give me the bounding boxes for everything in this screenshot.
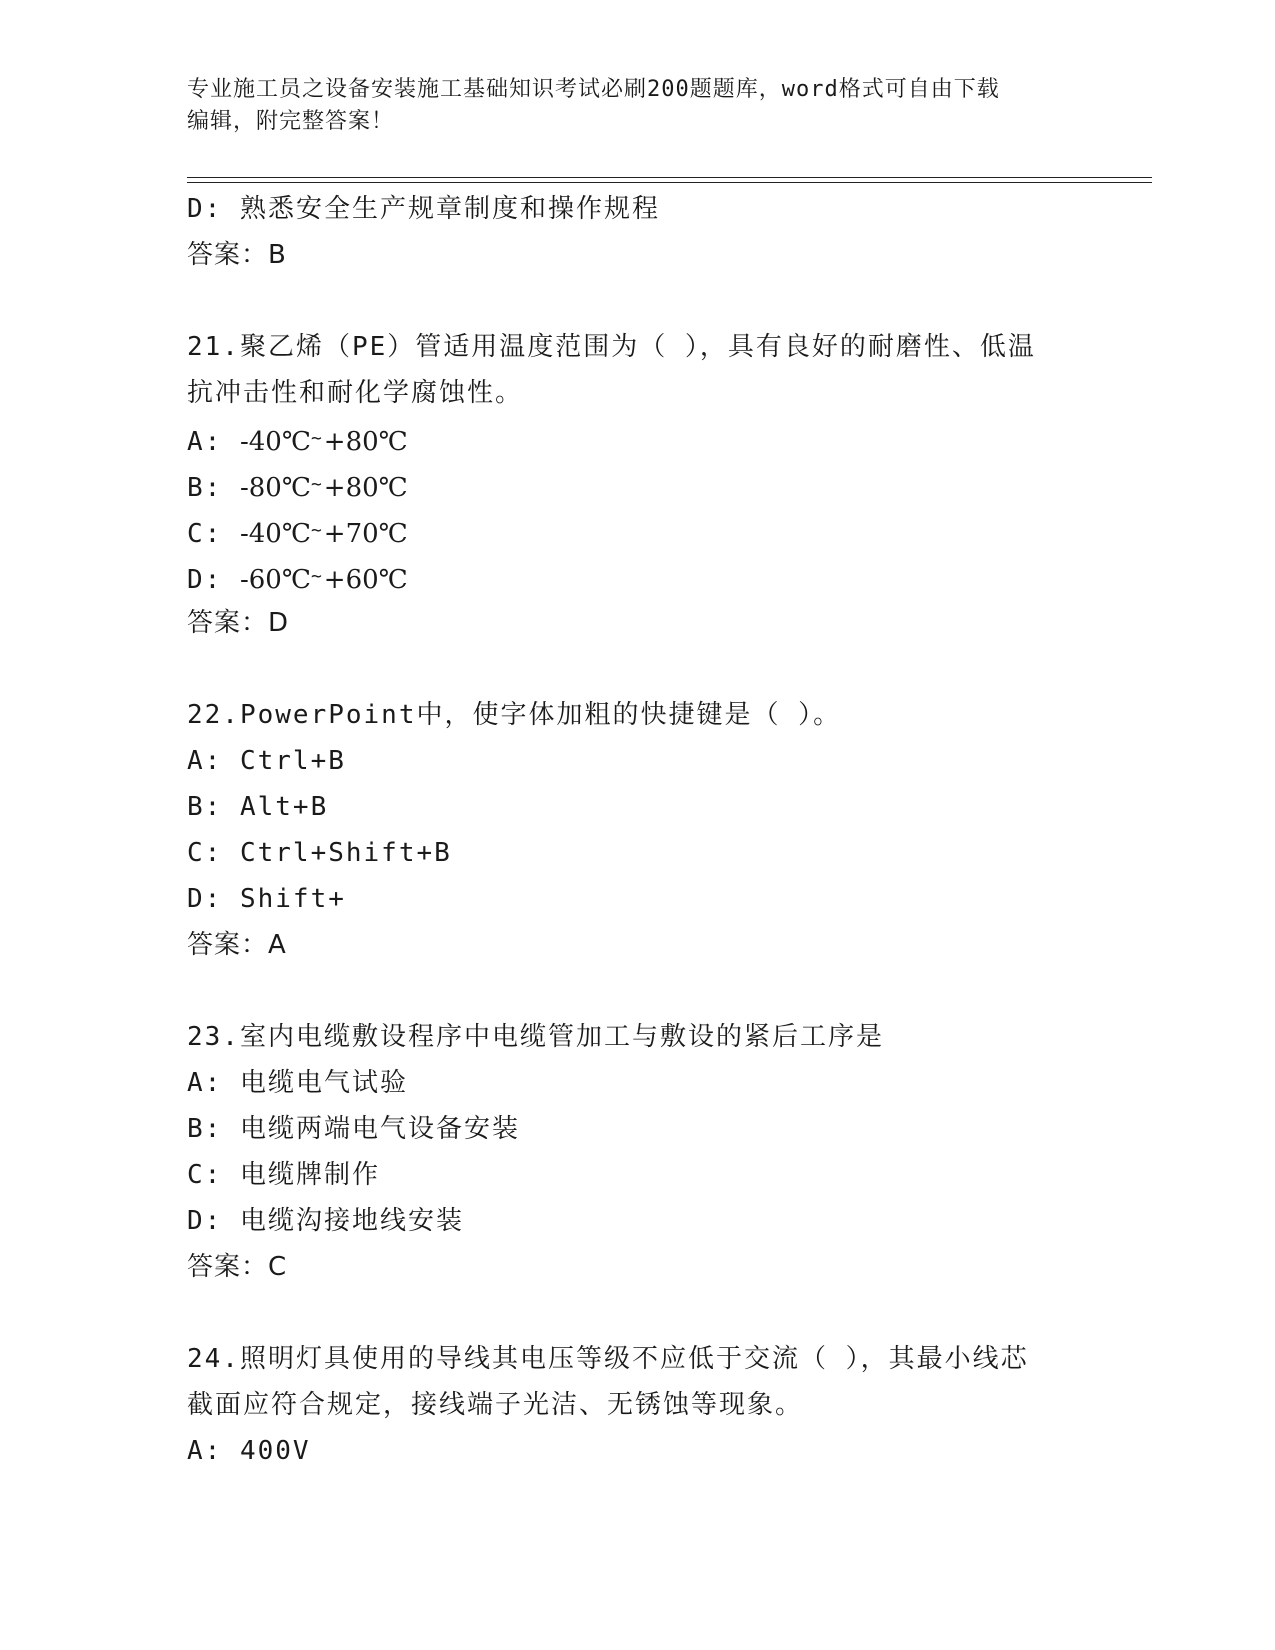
question-23-text xyxy=(187,1014,1067,1060)
question-23-option-b: B: 电缆两端电气设备安装 xyxy=(187,1114,520,1144)
question-21-option-b xyxy=(187,462,1087,508)
option-temp-low: -40℃ xyxy=(239,427,311,457)
question-22-text-line-1: 22.PowerPoint中，使字体加粗的快捷键是（ ）。 xyxy=(187,700,842,730)
question-23-answer: 答案：C xyxy=(187,1252,288,1282)
question-23-option-d: D: 电缆沟接地线安装 xyxy=(187,1206,464,1236)
range-tilde: ~ xyxy=(310,566,324,587)
prev-answer: 答案：B xyxy=(187,240,287,270)
option-temp-low: -60℃ xyxy=(239,565,311,595)
question-21-text-line-2: 抗冲击性和耐化学腐蚀性。 xyxy=(187,378,524,408)
question-22-option-b: B: Alt+B xyxy=(187,792,329,822)
option-temp-low: -40℃ xyxy=(239,519,311,549)
question-23-option-c: C: 电缆牌制作 xyxy=(187,1160,380,1190)
question-22-option-c: C: Ctrl+Shift+B xyxy=(187,838,452,868)
question-24-text-line-2: 截面应符合规定，接线端子光洁、无锈蚀等现象。 xyxy=(187,1390,804,1420)
question-23-option-a: A: 电缆电气试验 xyxy=(187,1068,408,1098)
range-tilde: ~ xyxy=(310,474,324,495)
question-24-text-line-1: 24.照明灯具使用的导线其电压等级不应低于交流（ ），其最小线芯 xyxy=(187,1344,1029,1374)
question-21-answer: 答案：D xyxy=(187,608,290,638)
question-22-answer: 答案：A xyxy=(187,930,287,960)
range-tilde: ~ xyxy=(310,428,324,449)
option-temp-high: +60℃ xyxy=(323,565,408,595)
question-23 xyxy=(187,1014,1087,1290)
question-21-text xyxy=(187,324,1067,416)
question-24 xyxy=(187,1336,1087,1474)
header-divider-bottom xyxy=(187,182,1152,183)
question-24-text xyxy=(187,1336,1067,1428)
question-21-option-d xyxy=(187,554,1087,600)
question-21-text-line-1: 21.聚乙烯（PE）管适用温度范围为（ ），具有良好的耐磨性、低温 xyxy=(187,332,1036,362)
header-divider-top xyxy=(187,177,1152,178)
option-prefix: A: xyxy=(187,427,240,457)
question-24-option-a: A: 400V xyxy=(187,1436,311,1466)
header-line-2: 编辑，附完整答案！ xyxy=(187,109,395,134)
option-prefix: D: xyxy=(187,565,240,595)
option-temp-high: +70℃ xyxy=(323,519,408,549)
prev-option-d: D: 熟悉安全生产规章制度和操作规程 xyxy=(187,194,660,224)
option-prefix: C: xyxy=(187,519,240,549)
page-header xyxy=(187,74,1067,138)
header-line-1: 专业施工员之设备安装施工基础知识考试必刷200题题库，word格式可自由下载 xyxy=(187,77,1000,102)
option-prefix: B: xyxy=(187,473,240,503)
range-tilde: ~ xyxy=(310,520,324,541)
question-21 xyxy=(187,324,1087,646)
question-22-option-d: D: Shift+ xyxy=(187,884,346,914)
option-temp-low: -80℃ xyxy=(239,473,311,503)
page-content xyxy=(187,186,1087,1474)
option-temp-high: +80℃ xyxy=(323,427,408,457)
question-22-option-a: A: Ctrl+B xyxy=(187,746,346,776)
question-21-option-a xyxy=(187,416,1087,462)
question-23-text-line-1: 23.室内电缆敷设程序中电缆管加工与敷设的紧后工序是 xyxy=(187,1022,884,1052)
question-22 xyxy=(187,692,1087,968)
option-temp-high: +80℃ xyxy=(323,473,408,503)
question-21-option-c xyxy=(187,508,1087,554)
question-22-text xyxy=(187,692,1067,738)
